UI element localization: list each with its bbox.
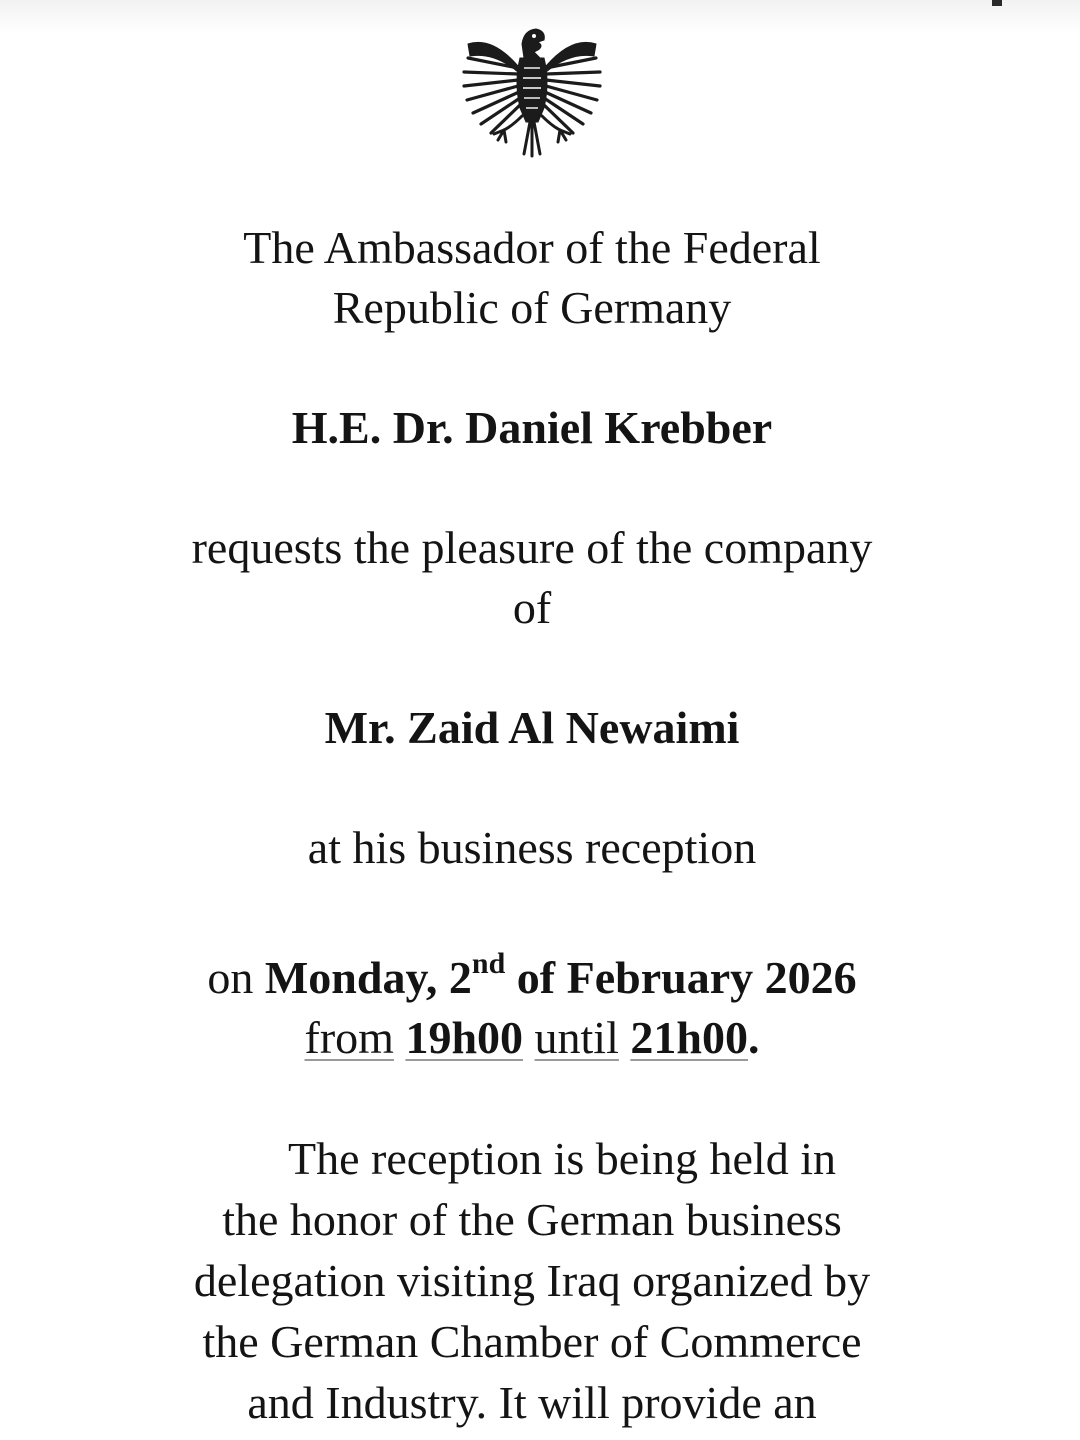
date-ordinal: nd: [471, 946, 506, 980]
request-line1: requests the pleasure of the company: [191, 522, 873, 573]
paragraph-line: the honor of the German business: [222, 1194, 842, 1245]
paragraph-line: the German Chamber of Commerce: [202, 1316, 862, 1367]
date-day: Monday, 2: [264, 952, 472, 1003]
paragraph-line: delegation visiting Iraq organized by: [193, 1255, 871, 1306]
host-title-line1: The Ambassador of the Federal: [243, 222, 821, 273]
occasion-line: at his business reception: [307, 822, 757, 873]
time-until: until: [534, 1012, 619, 1063]
host-name: H.E. Dr. Daniel Krebber: [291, 402, 773, 453]
date-prefix: on: [207, 952, 254, 1003]
reception-paragraph: [150, 1128, 914, 1433]
time-period: .: [747, 1012, 760, 1063]
date-rest: of February 2026: [516, 952, 857, 1003]
paragraph-line: The reception is being held in: [287, 1133, 836, 1184]
time-from: from: [304, 1012, 394, 1063]
time-end: 21h00: [630, 1012, 748, 1063]
time-line: [0, 1008, 1064, 1068]
date-line: [0, 948, 1064, 1008]
time-start: 19h00: [405, 1012, 524, 1063]
guest-name: Mr. Zaid Al Newaimi: [324, 702, 740, 753]
german-federal-eagle-icon: [458, 22, 606, 160]
request-line2: of: [512, 582, 552, 633]
paragraph-line: and Industry. It will provide an: [247, 1377, 817, 1428]
edge-mark: [992, 0, 1002, 6]
host-title-line2: Republic of Germany: [332, 282, 732, 333]
